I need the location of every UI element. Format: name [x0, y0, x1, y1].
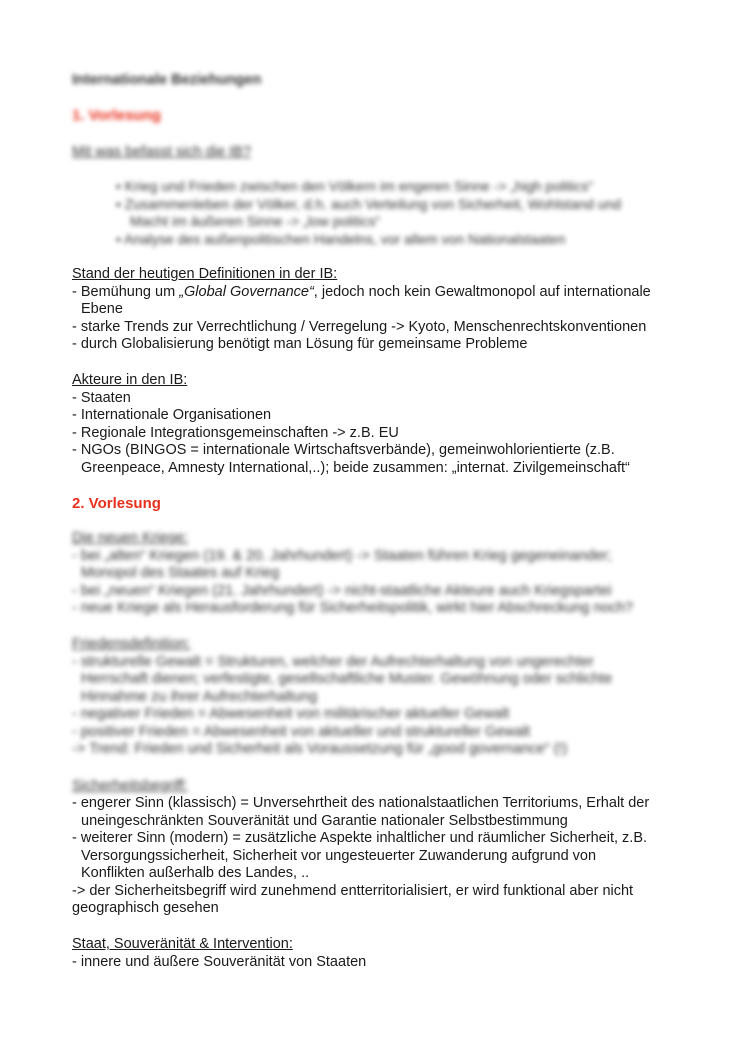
security-line: geographisch gesehen [72, 900, 219, 916]
peace-line: - strukturelle Gewalt = Strukturen, welcher der Aufrechterhaltung von ungerechter [72, 653, 594, 670]
lecture-1-question: Mit was befasst sich die IB? [72, 144, 251, 160]
security-line-cont: uneingeschränkten Souveränität und Garantie nationaler Selbstbestimmung [81, 812, 568, 829]
definitions-section [72, 266, 692, 354]
document-title: Internationale Beziehungen [72, 72, 262, 88]
sovereignty-section [72, 936, 692, 971]
security-section [72, 795, 692, 918]
actors-heading: Akteure in den IB: [72, 372, 188, 388]
security-heading: Sicherheitsbegriff: [72, 778, 188, 794]
sovereignty-line: - innere und äußere Souveränität von Staaten [72, 953, 367, 970]
actors-line: - Staaten [72, 389, 131, 406]
security-line-cont: Konflikten außerhalb des Landes, .. [81, 865, 310, 881]
actors-line: - NGOs (BINGOS = internationale Wirtschaftsverbände), gemeinwohlorientierte (z.B. [72, 442, 615, 458]
peace-section [72, 636, 692, 759]
definitions-heading: Stand der heutigen Definitionen in der IB: [72, 266, 338, 282]
peace-heading: Friedensdefinition: [72, 636, 191, 652]
peace-line: -> Trend: Frieden und Sicherheit als Voraussetzung für „good governance“ (!) [72, 741, 568, 757]
new-wars-heading: Die neuen Kriege: [72, 530, 189, 546]
actors-section [72, 372, 692, 477]
actors-line-cont: Greenpeace, Amnesty International,..); beide zusammen: „internat. Zivilgemeinschaft“ [81, 459, 630, 476]
peace-line-cont: Hinnahme zu ihrer Aufrechterhaltung [81, 688, 318, 705]
security-line: - engerer Sinn (klassisch) = Unversehrtheit des nationalstaatlichen Territoriums, Erhalt der [72, 795, 650, 811]
bullet-item: • Krieg und Frieden zwischen den Völkern im engeren Sinne -> „high politics“ [116, 178, 593, 194]
sovereignty-heading: Staat, Souveränität & Intervention: [72, 936, 293, 952]
definitions-line: - Bemühung um „Global Governance“, jedoch noch kein Gewaltmonopol auf internationale [72, 283, 651, 300]
actors-line: - Internationale Organisationen [72, 407, 272, 423]
actors-line: - Regionale Integrationsgemeinschaften -> z.B. EU [72, 424, 399, 441]
security-line-cont: Versorgungssicherheit, Sicherheit vor ungesteuerter Zuwanderung aufgrund von [81, 847, 597, 864]
definitions-line: - durch Globalisierung benötigt man Lösung für gemeinsame Probleme [72, 336, 528, 352]
peace-line: - positiver Frieden = Abwesenheit von aktueller und struktureller Gewalt [72, 723, 531, 740]
peace-line-cont: Herrschaft dienen; verfestigte, gesellschaftliche Muster. Gewöhnung oder schlichte [81, 671, 613, 687]
peace-line: - negativer Frieden = Abwesenheit von militärischer aktueller Gewalt [72, 706, 510, 722]
lecture-2-heading: 2. Vorlesung [72, 495, 161, 512]
bullet-item: • Zusammenleben der Völker, d.h. auch Verteilung von Sicherheit, Wohlstand und [116, 196, 622, 212]
bullet-item-cont: Macht im äußeren Sinne -> „low politics“ [130, 213, 381, 229]
new-wars-line: - neue Kriege als Herausforderung für Sicherheitspolitik, wirkt hier Abschreckung noch? [72, 600, 633, 616]
security-line: -> der Sicherheitsbegriff wird zunehmend entterritorialisiert, er wird funktional aber nicht [72, 882, 634, 899]
definitions-line: - starke Trends zur Verrechtlichung / Verregelung -> Kyoto, Menschenrechtskonventionen [72, 318, 647, 335]
lecture-1-heading: 1. Vorlesung [72, 107, 161, 124]
security-line: - weiterer Sinn (modern) = zusätzliche Aspekte inhaltlicher und räumlicher Sicherheit, z.B. [72, 830, 648, 846]
new-wars-section [72, 530, 692, 618]
new-wars-line: - bei „alten“ Kriegen (19. & 20. Jahrhundert) -> Staaten führen Krieg gegeneinander; [72, 547, 612, 564]
definitions-line-cont: Ebene [81, 301, 123, 317]
bullet-item: • Analyse des außenpolitischen Handelns, vor allem von Nationalstaaten [116, 231, 566, 247]
new-wars-line: - bei „neuen“ Kriegen (21. Jahrhundert) -> nicht-staatliche Akteure auch Kriegspartei [72, 582, 612, 599]
new-wars-line-cont: Monopol des Staates auf Krieg [81, 565, 280, 581]
